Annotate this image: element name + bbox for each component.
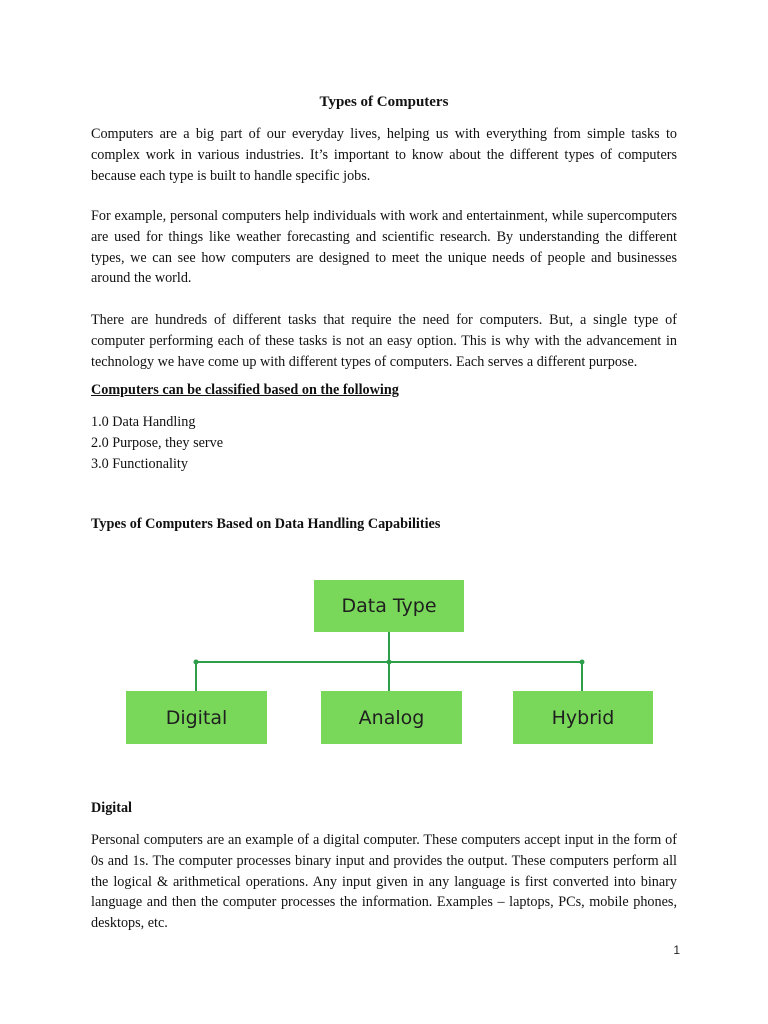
example-paragraph: For example, personal computers help individuals with work and entertainment, while supercomputers are used for things like weather forecasting and scientific research. By understanding the different types, we can see how computers are designed to meet the unique needs of people and businesses around the world. (91, 208, 677, 287)
data-type-diagram (110, 570, 670, 760)
list-item: 2.0 Purpose, they serve (91, 435, 223, 451)
document-title: Types of Computers (319, 94, 449, 110)
connector-dot (194, 660, 199, 665)
connector-dot (387, 660, 392, 665)
digital-box: Digital (126, 691, 267, 744)
data-type-box: Data Type (314, 580, 464, 632)
section-heading: Types of Computers Based on Data Handling Capabilities (91, 516, 441, 532)
intro-paragraph: Computers are a big part of our everyday lives, helping us with everything from simple tasks to complex work in various industries. It’s important to know about the different types of computers because each type is built to handle specific jobs. (91, 126, 677, 184)
hybrid-box: Hybrid (513, 691, 653, 744)
digital-paragraph: Personal computers are an example of a digital computer. These computers accept input in the form of 0s and 1s. The computer processes binary input and provides the output. These computers perform all the logical & arithmetical operations. Any input given in any language is first converted into binary language and then the computer processes the information. Examples – laptops, PCs, mobile phones, desktops, etc. (91, 832, 677, 932)
analog-box: Analog (321, 691, 462, 744)
connector-dot (580, 660, 585, 665)
digital-heading: Digital (91, 800, 132, 816)
page-number: 1 (673, 943, 680, 957)
tasks-paragraph: There are hundreds of different tasks that require the need for computers. But, a single type of computer performing each of these tasks is not an easy option. This is why with the advancement in technology we have come up with different types of computers. Each serves a different purpose. (91, 312, 677, 370)
list-item: 3.0 Functionality (91, 456, 188, 472)
list-item: 1.0 Data Handling (91, 414, 196, 430)
classification-heading: Computers can be classified based on the following (91, 382, 399, 398)
classification-list (91, 412, 223, 475)
